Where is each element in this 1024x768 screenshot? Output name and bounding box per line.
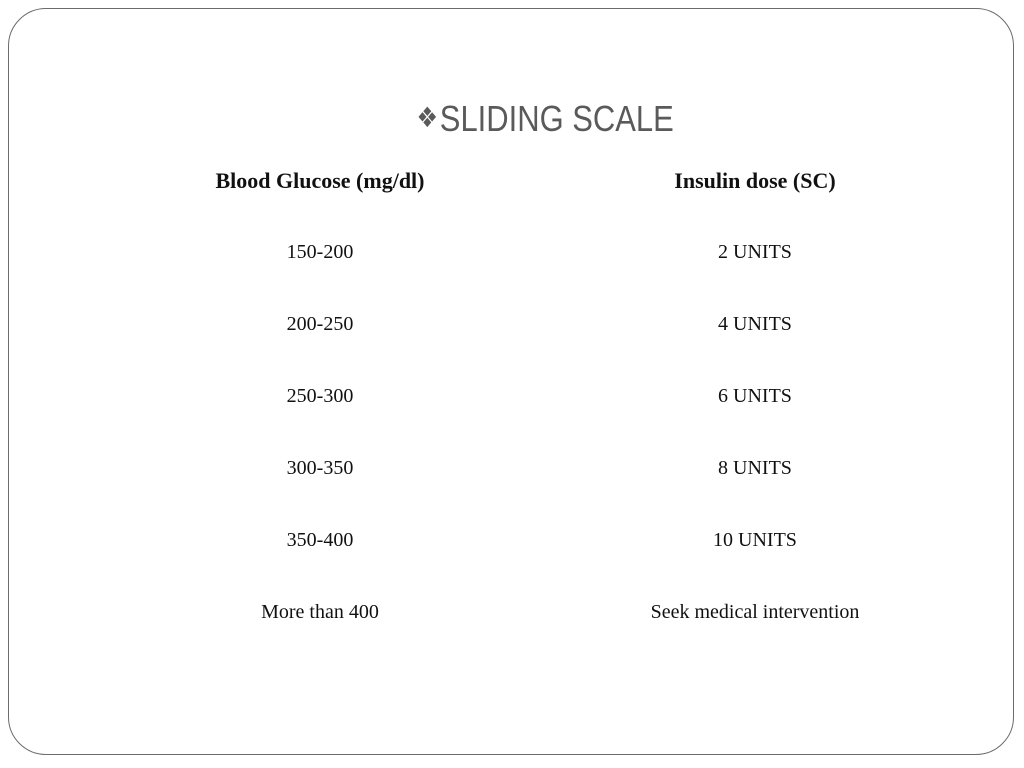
glucose-cell: 300-350 (286, 457, 354, 479)
header-blood-glucose: Blood Glucose (mg/dl) (215, 168, 425, 193)
slide-title (76, 98, 1013, 140)
dose-cell: 6 UNITS (718, 385, 792, 407)
dose-cell: 8 UNITS (718, 457, 792, 479)
dose-cell: 4 UNITS (718, 313, 792, 335)
dose-cell: 2 UNITS (718, 241, 792, 263)
diamond-bullet-icon: ❖ (416, 102, 439, 133)
dose-cell: 10 UNITS (713, 529, 797, 551)
glucose-cell: 350-400 (286, 529, 354, 551)
glucose-cell: More than 400 (261, 601, 379, 623)
glucose-cell: 250-300 (286, 385, 354, 407)
header-insulin-dose: Insulin dose (SC) (674, 168, 836, 193)
dose-cell: Seek medical intervention (650, 601, 860, 623)
glucose-cell: 200-250 (286, 313, 354, 335)
glucose-cell: 150-200 (286, 241, 354, 263)
slide-title-text: SLIDING SCALE (439, 98, 674, 139)
